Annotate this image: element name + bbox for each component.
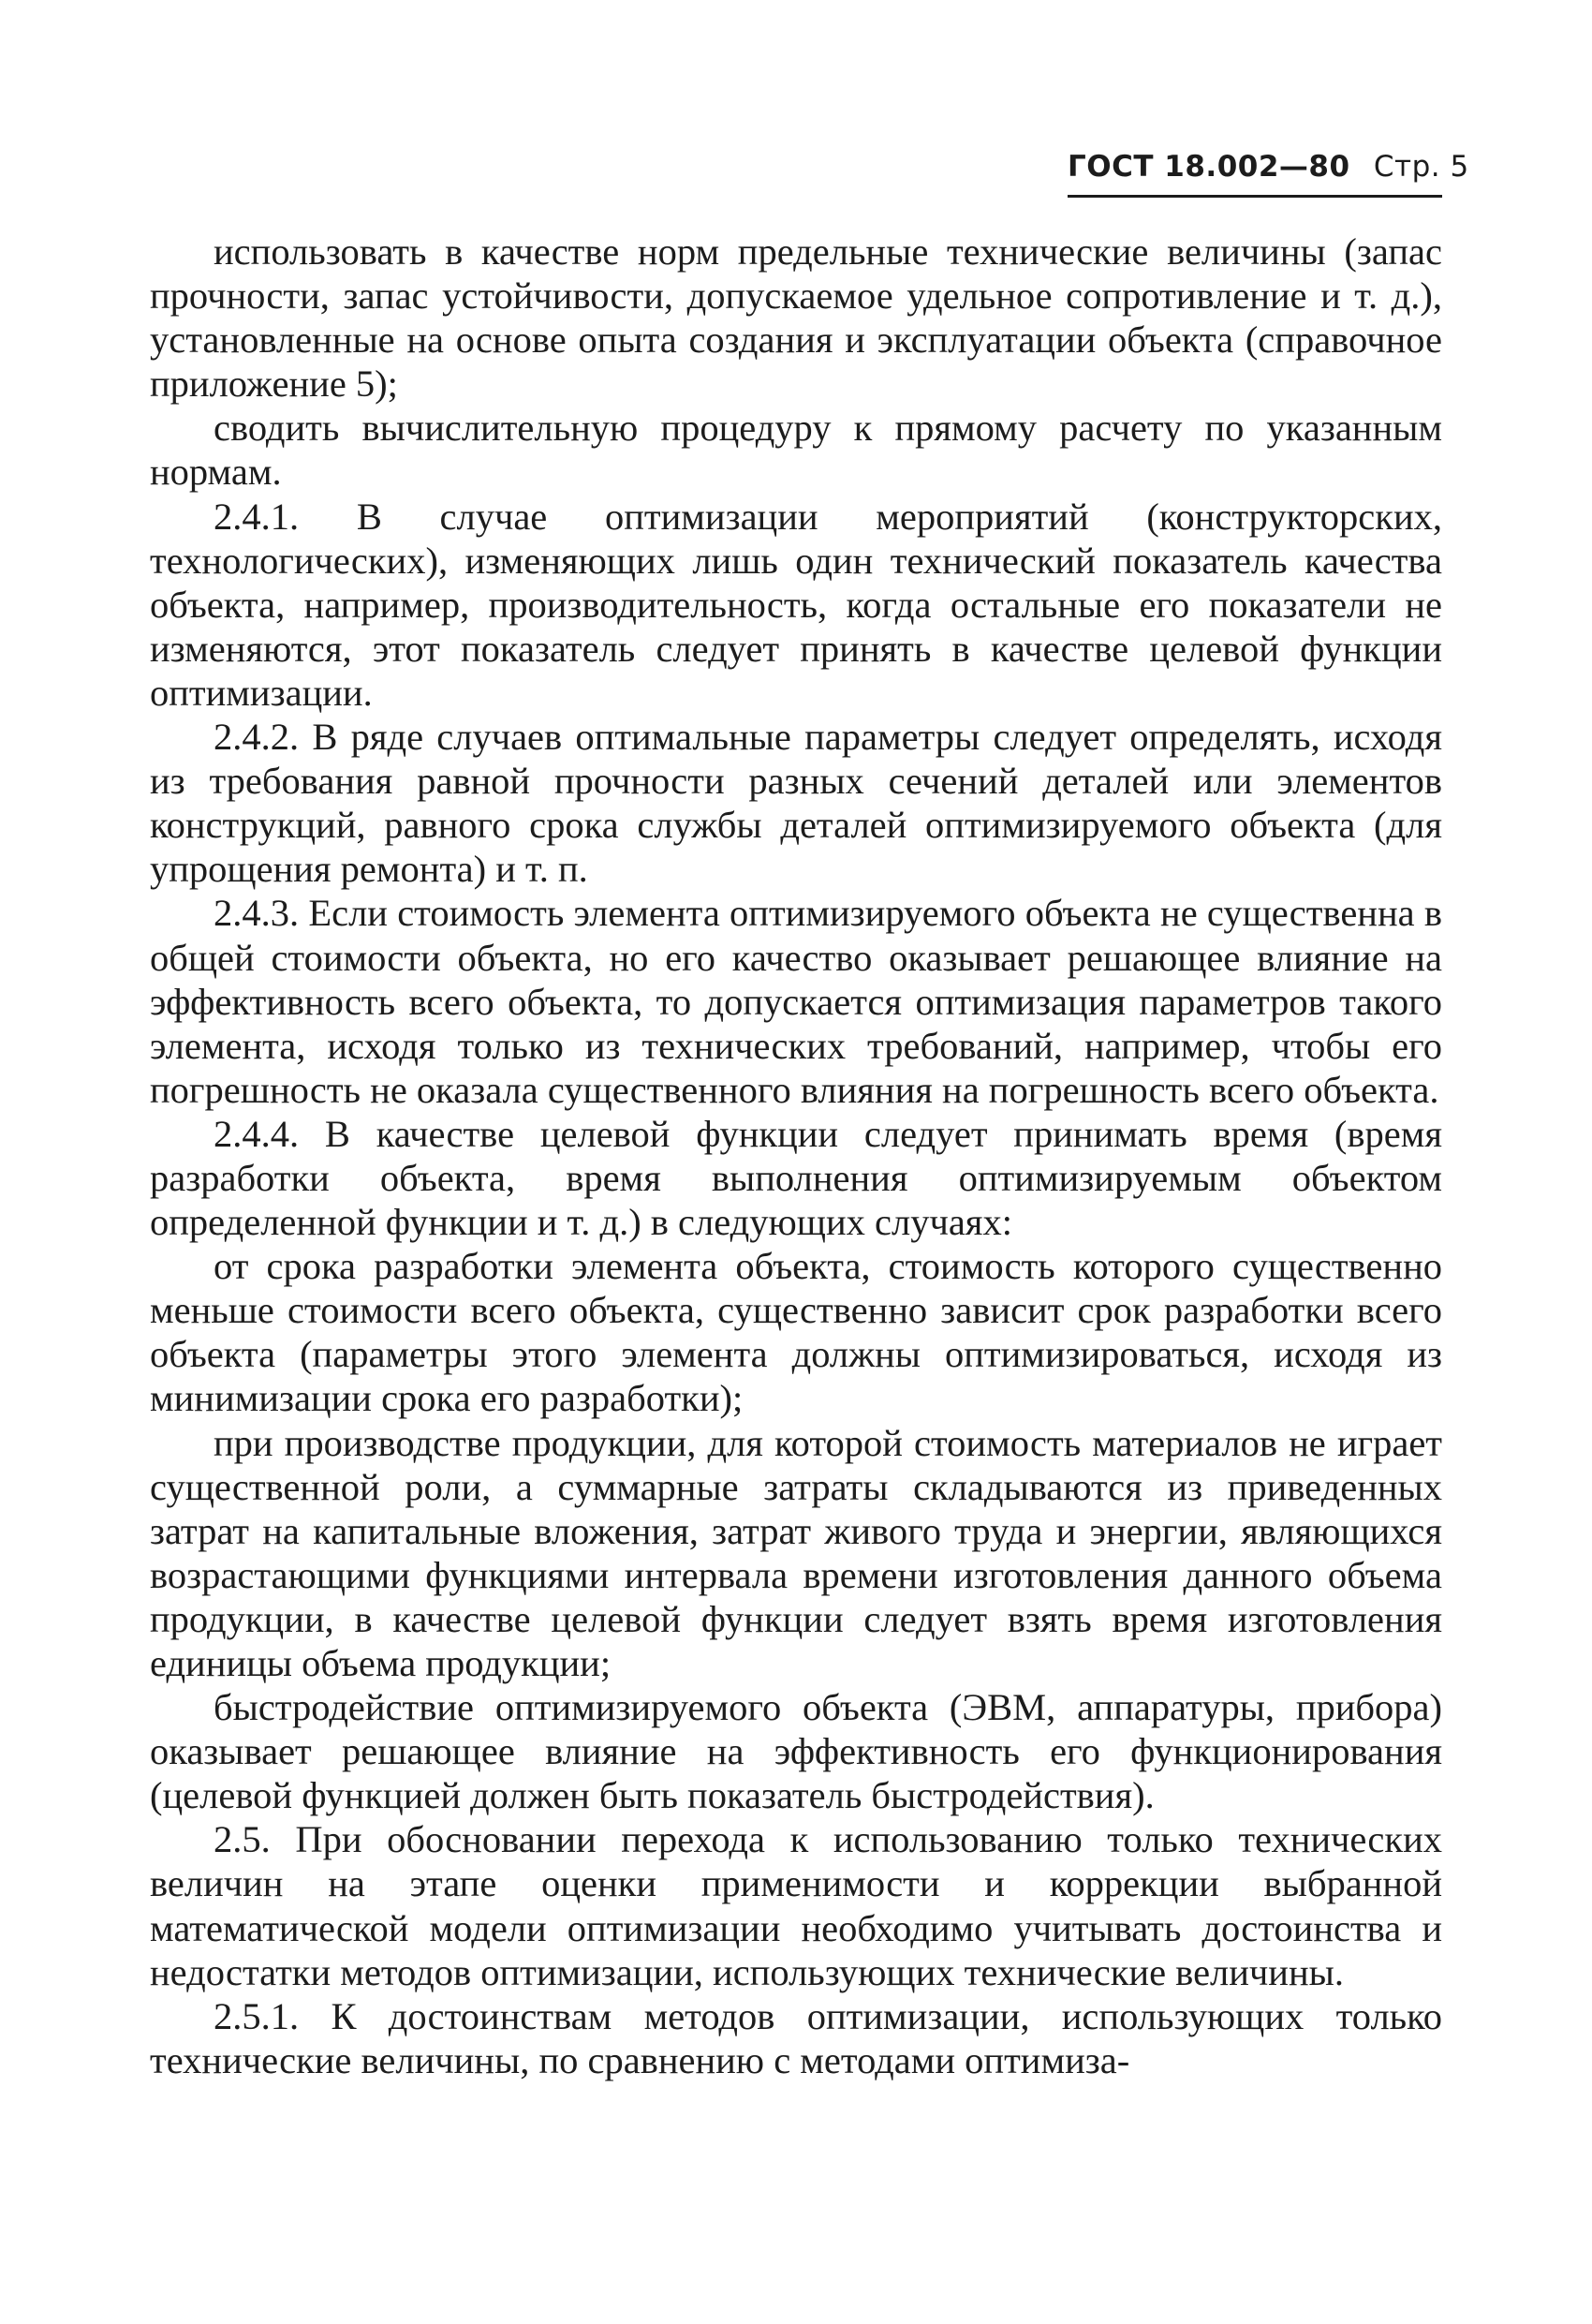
paragraph-2-4-1: 2.4.1. В случае оптимизации мероприятий (конструкторских, технологических), изменяющих лишь один технический показатель качества объекта, например, производительность, когда остальные его показатели не изменяются, этот показатель следует принять в качестве целевой функции оптимизации. [150,495,1442,714]
paragraph-2-5: 2.5. При обосновании перехода к использованию только технических величин на этапе оценки применимости и коррекции выбранной математической модели оптимизации необходимо учитывать достоинства и недостатки методов оптимизации, использующих технические величины. [150,1818,1442,1993]
paragraph-2-4-3: 2.4.3. Если стоимость элемента оптимизируемого объекта не существенна в общей стоимости объекта, но его качество оказывает решающее влияние на эффективность всего объекта, то допускается оптимизация параметров такого элемента, исходя только из технических требований, например, чтобы его погрешность не оказала существенного влияния на погрешность всего объекта. [150,892,1442,1111]
paragraph-development-time: от срока разработки элемента объекта, стоимость которого существенно меньше стоимости всего объекта, существенно зависит срок разработки всего объекта (параметры этого элемента должны оптимизироваться, исходя из минимизации срока его разработки); [150,1245,1442,1420]
paragraph-direct-calculation: сводить вычислительную процедуру к прямому расчету по указанным нормам. [150,407,1442,494]
paragraph-performance: быстродействие оптимизируемого объекта (ЭВМ, аппаратуры, прибора) оказывает решающее влияние на эффективность его функционирования (целевой функцией должен быть показатель быстродействия). [150,1686,1442,1817]
paragraph-2-4-2: 2.4.2. В ряде случаев оптимальные параметры следует определять, исходя из требования равной прочности разных сечений деталей или элементов конструкций, равного срока службы деталей оптимизируемого объекта (для упрощения ремонта) и т. п. [150,716,1442,891]
standard-number: ГОСТ 18.002—80 [1068,150,1350,184]
paragraph-norms-usage: использовать в качестве норм предельные технические величины (запас прочности, запас устойчивости, допускаемое удельное сопротивление и т. д.), установленные на основе опыта создания и эксплуатации объекта (справочное приложение 5); [150,230,1442,406]
paragraph-2-5-1: 2.5.1. К достоинствам методов оптимизации, использующих только технические величины, по сравнению с методами оптимиза- [150,1994,1442,2081]
document-page [150,150,1469,2082]
page-header [1068,150,1469,198]
body-text [150,229,1442,2082]
paragraph-production-time: при производстве продукции, для которой стоимость материалов не играет существенной роли, а суммарные затраты складываются из приведенных затрат на капитальные вложения, затрат живого труда и энергии, являющихся возрастающими функциями интервала времени изготовления данного объема продукции, в качестве целевой функции следует взять время изготовления единицы объема продукции; [150,1421,1442,1684]
paragraph-2-4-4: 2.4.4. В качестве целевой функции следует принимать время (время разработки объекта, время выполнения оптимизируемым объектом определенной функции и т. д.) в следующих случаях: [150,1112,1442,1244]
page-number: Стр. 5 [1373,150,1469,184]
